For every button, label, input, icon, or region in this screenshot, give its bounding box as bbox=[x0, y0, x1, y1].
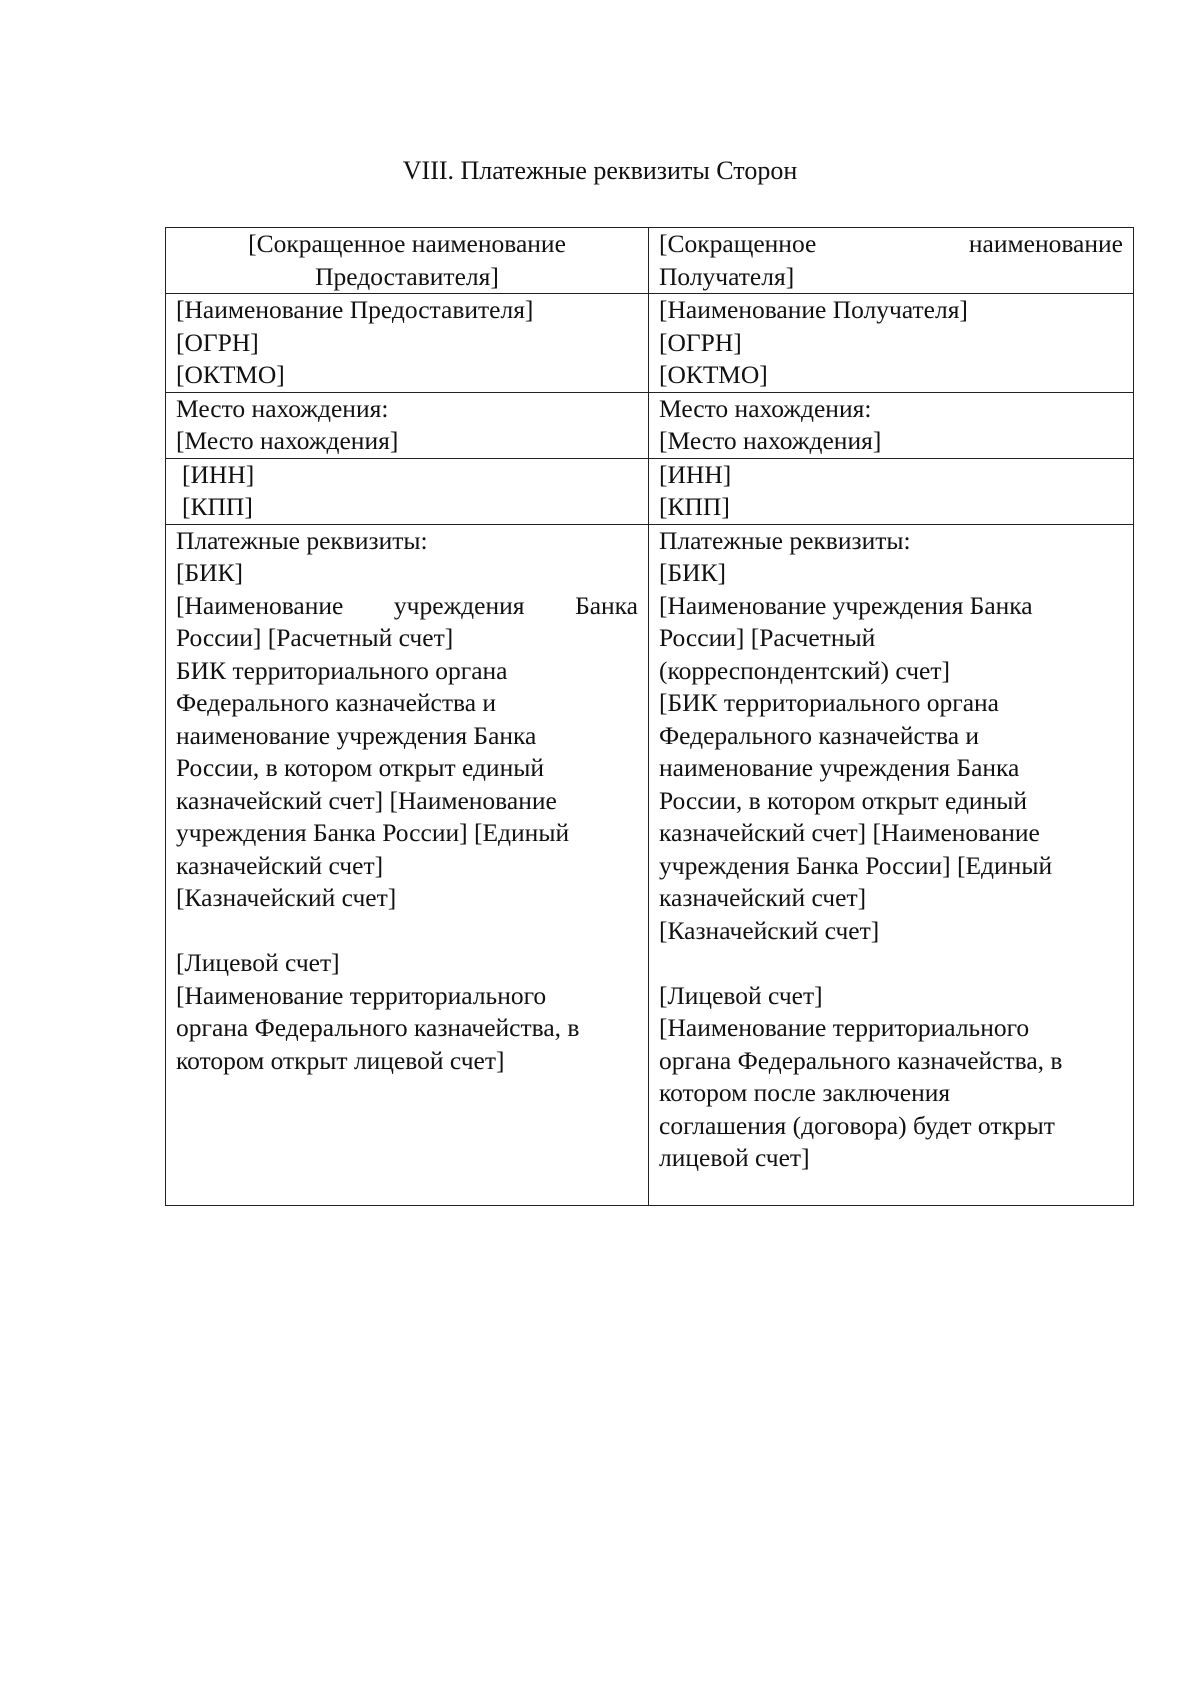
text-line: России] [Расчетный bbox=[659, 623, 876, 652]
text-line: [Наименование Получателя] bbox=[659, 295, 968, 324]
text-word: [Наименование bbox=[176, 590, 344, 620]
text-word: [Сокращенное bbox=[659, 229, 817, 258]
text-line: лицевой счет] bbox=[659, 1143, 810, 1172]
cell-provider-payment bbox=[166, 524, 649, 1205]
text-line: Предоставителя] bbox=[315, 261, 499, 291]
text-line: Место нахождения: bbox=[176, 393, 389, 423]
text-line: [ОГРН] bbox=[659, 327, 742, 357]
text-line: казначейский счет] bbox=[659, 883, 867, 912]
cell-provider-tax bbox=[166, 458, 649, 524]
cell-recipient-names bbox=[649, 294, 1134, 393]
text-line: России] [Расчетный счет] bbox=[176, 623, 454, 652]
cell-recipient-tax bbox=[649, 458, 1134, 524]
text-line: России, в котором открыт единый bbox=[176, 753, 544, 782]
blank-line bbox=[176, 915, 638, 948]
text-line: [ОКТМО] bbox=[659, 360, 768, 389]
cell-provider-short-name bbox=[166, 228, 649, 294]
text-line: Федерального казначейства и bbox=[176, 688, 497, 717]
text-line: Получателя] bbox=[659, 261, 795, 291]
text-line: [Наименование Предоставителя] bbox=[176, 295, 534, 324]
text-line: [Лицевой счет] bbox=[659, 980, 823, 1010]
text-line: [Казначейский счет] bbox=[659, 915, 880, 945]
cell-recipient-short-name bbox=[649, 228, 1134, 294]
text-line: [КПП] bbox=[659, 492, 730, 521]
text-line: органа Федерального казначейства, в bbox=[659, 1045, 1063, 1075]
text-line: котором после заключения bbox=[659, 1078, 951, 1107]
table-row-payment bbox=[166, 524, 1134, 1205]
cell-recipient-location bbox=[649, 392, 1134, 458]
table-row-tax bbox=[166, 458, 1134, 524]
text-line: казначейский счет] [Наименование bbox=[659, 818, 1040, 847]
text-line: казначейский счет] bbox=[176, 850, 384, 880]
text-line: наименование учреждения Банка bbox=[659, 753, 1020, 782]
text-line: Место нахождения: bbox=[659, 393, 872, 423]
text-line: [БИК] bbox=[659, 558, 727, 587]
text-line: [ОКТМО] bbox=[176, 360, 285, 389]
text-line: казначейский счет] [Наименование bbox=[176, 785, 557, 815]
text-line: Платежные реквизиты: bbox=[176, 525, 428, 555]
cell-provider-location bbox=[166, 392, 649, 458]
text-line: [Лицевой счет] bbox=[176, 948, 340, 977]
text-line: наименование учреждения Банка bbox=[176, 720, 537, 750]
payment-details-table bbox=[165, 227, 1134, 1206]
text-line: учреждения Банка России] [Единый bbox=[176, 818, 570, 847]
section-title: VIII. Платежные реквизиты Сторон bbox=[402, 156, 798, 185]
text-line: [КПП] bbox=[182, 492, 253, 521]
text-line: [Наименование территориального bbox=[659, 1013, 1030, 1042]
text-line: [ИНН] bbox=[659, 459, 732, 489]
text-line: [Наименование учреждения Банка bbox=[659, 590, 1033, 620]
text-line: [БИК] bbox=[176, 558, 244, 587]
text-line: Платежные реквизиты: bbox=[659, 525, 911, 555]
cell-provider-names bbox=[166, 294, 649, 393]
text-line: органа Федерального казначейства, в bbox=[176, 1013, 580, 1042]
text-line: [Место нахождения] bbox=[659, 426, 882, 455]
table-row-names bbox=[166, 294, 1134, 393]
text-word: наименование bbox=[968, 229, 1123, 258]
text-line: [Казначейский счет] bbox=[176, 883, 397, 912]
text-line: [ОГРН] bbox=[176, 327, 259, 357]
text-line: России, в котором открыт единый bbox=[659, 785, 1027, 815]
text-line: [Наименование территориального bbox=[176, 980, 547, 1010]
text-line: [Место нахождения] bbox=[176, 426, 399, 455]
text-line: [ИНН] bbox=[182, 459, 255, 489]
text-word: учреждения bbox=[393, 590, 525, 620]
cell-recipient-payment bbox=[649, 524, 1134, 1205]
text-line: БИК территориального органа bbox=[176, 655, 508, 685]
text-line: [Сокращенное наименование bbox=[248, 229, 566, 258]
text-line bbox=[176, 590, 638, 623]
text-line: соглашения (договора) будет открыт bbox=[659, 1110, 1055, 1140]
table-row-location bbox=[166, 392, 1134, 458]
text-word: Банка bbox=[575, 590, 638, 620]
text-line: (корреспондентский) счет] bbox=[659, 655, 950, 685]
text-line bbox=[659, 228, 1123, 261]
text-line: Федерального казначейства и bbox=[659, 720, 980, 750]
text-line: [БИК территориального органа bbox=[659, 688, 999, 717]
blank-line bbox=[659, 947, 1123, 980]
text-line: учреждения Банка России] [Единый bbox=[659, 850, 1053, 880]
table-row-header bbox=[166, 228, 1134, 294]
text-line: котором открыт лицевой счет] bbox=[176, 1045, 505, 1075]
